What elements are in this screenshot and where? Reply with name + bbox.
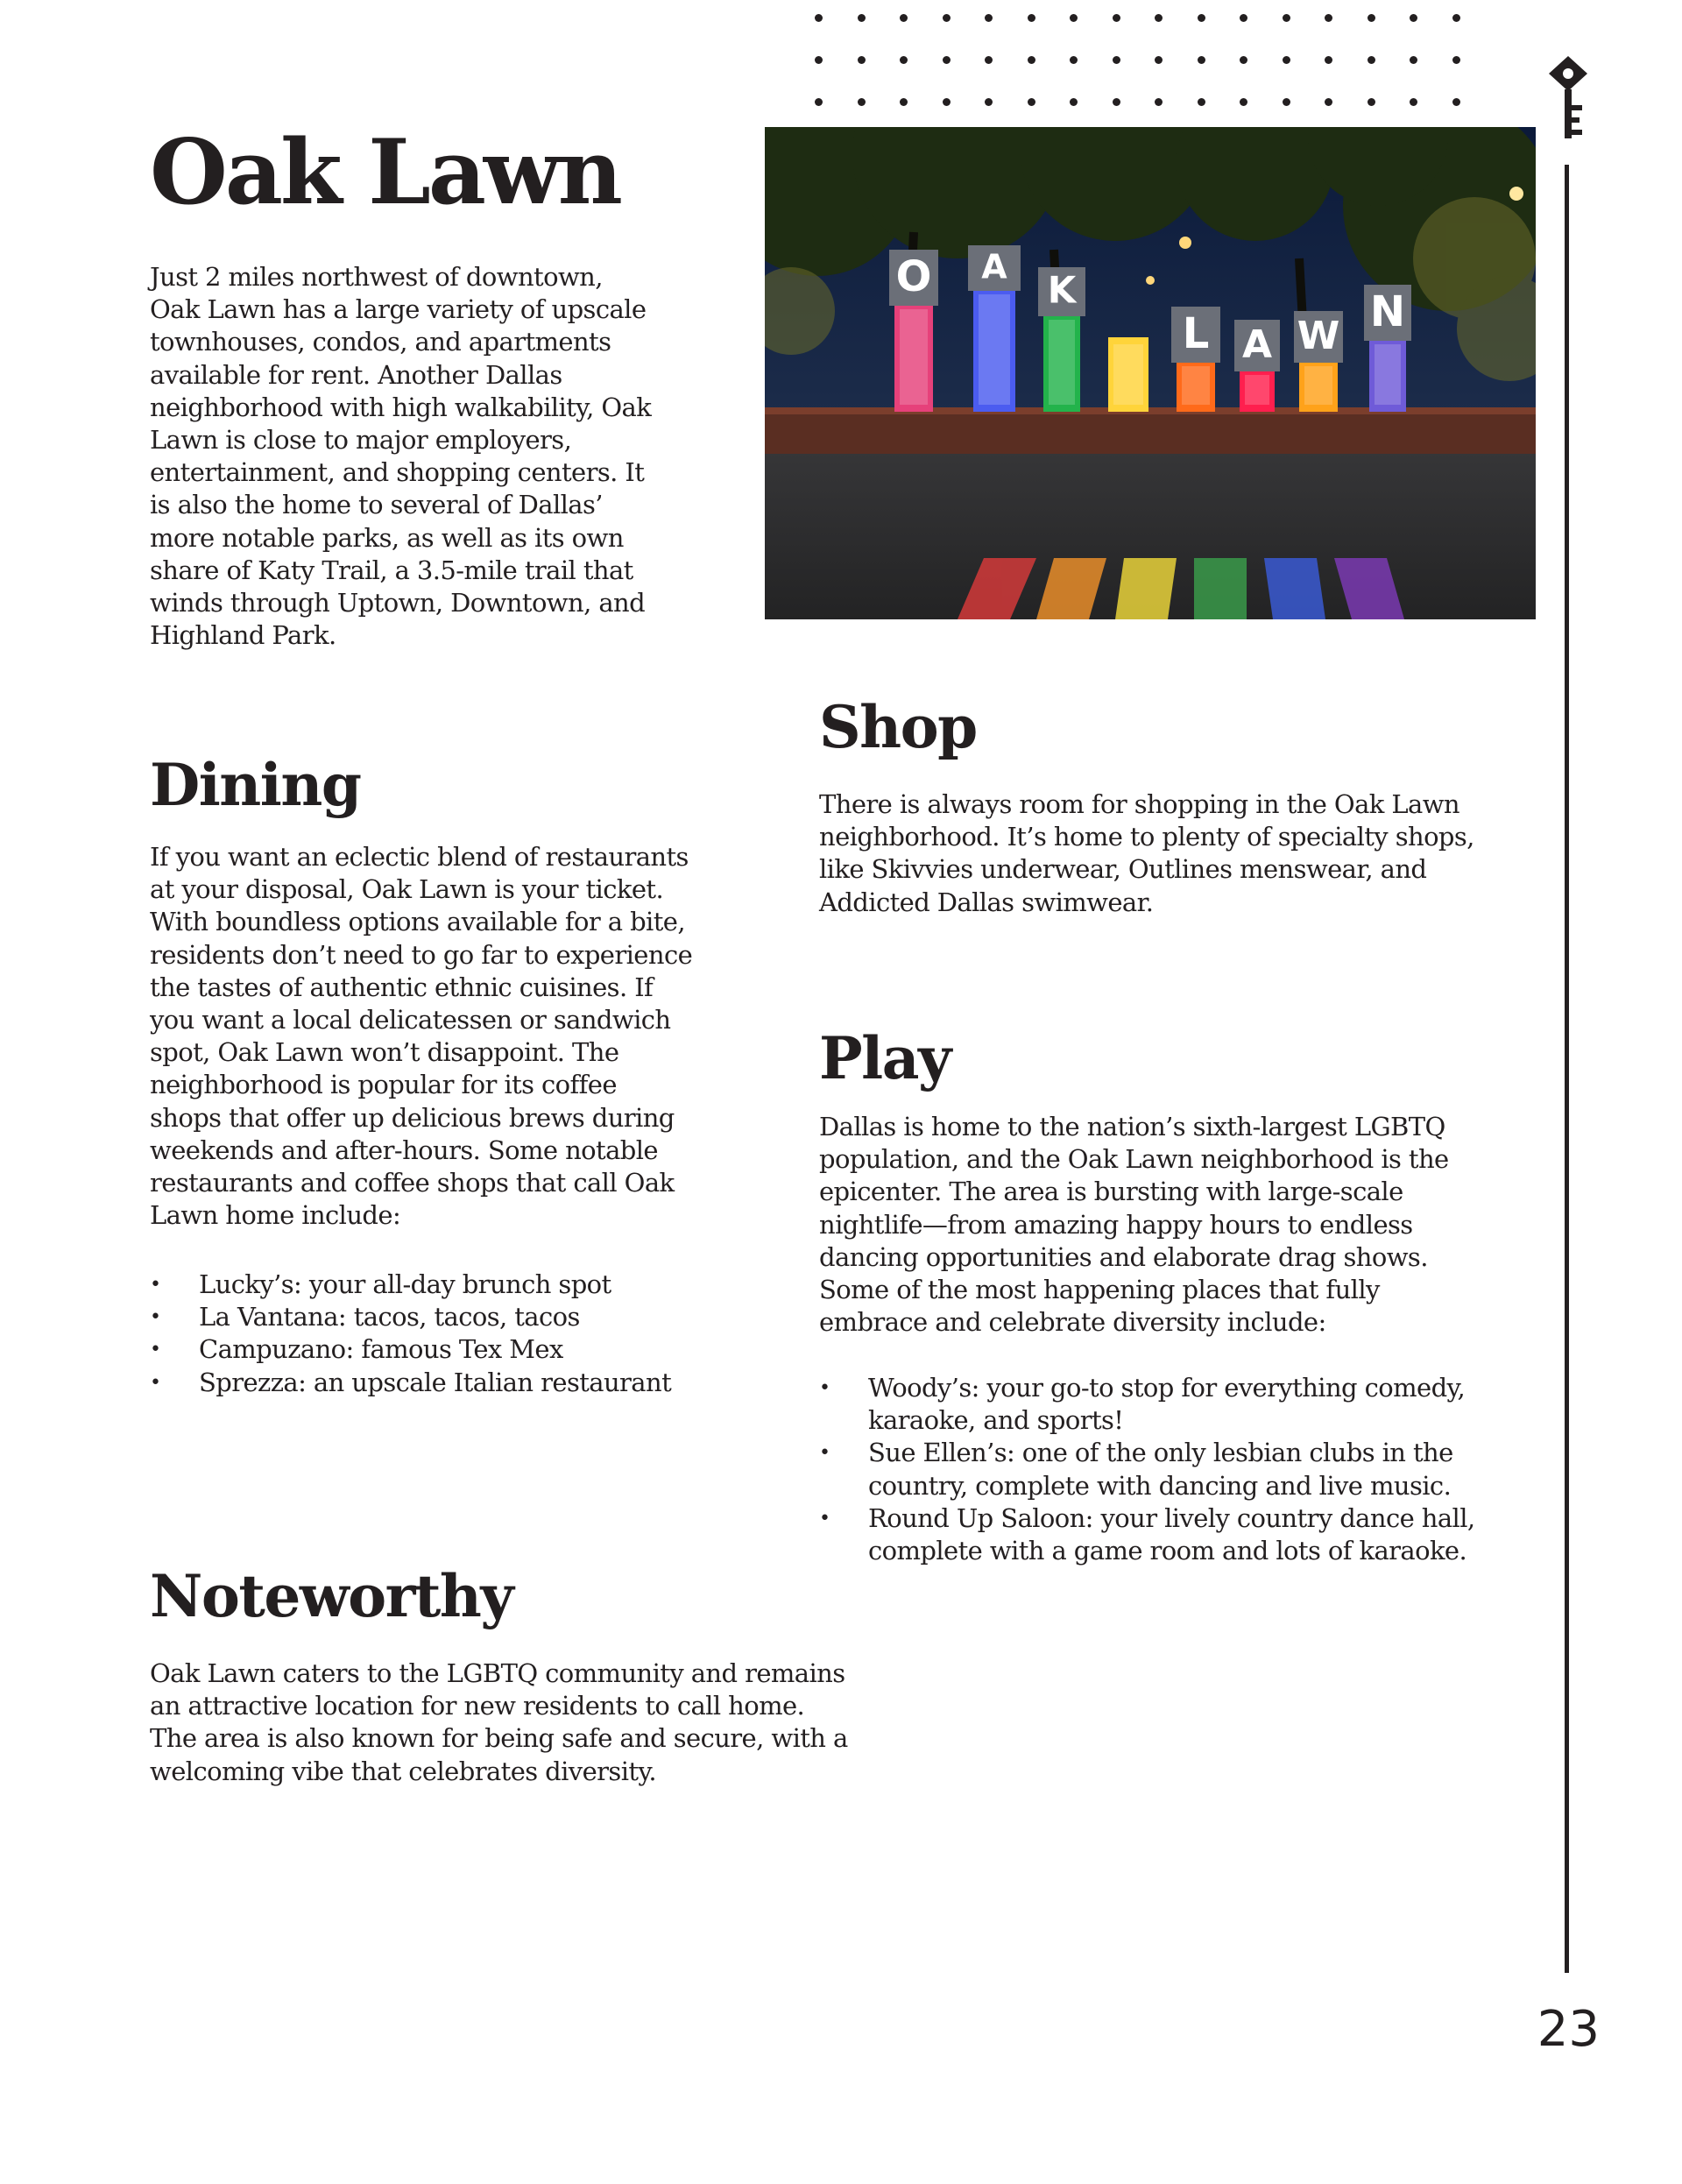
decorative-dot: [1240, 56, 1247, 64]
decorative-dot: [985, 14, 993, 22]
decorative-dot: [1155, 56, 1163, 64]
decorative-dot: [815, 98, 823, 106]
sign-letter: A: [1241, 322, 1273, 367]
list-item: • La Vantana: tacos, tacos, tacos: [150, 1301, 710, 1333]
decorative-dot: [1283, 14, 1290, 22]
decorative-dot: [1240, 98, 1247, 106]
shop-heading: Shop: [819, 693, 977, 761]
decorative-dot: [900, 98, 908, 106]
dining-list: [150, 1269, 710, 1399]
dot-grid-decoration: [815, 14, 1481, 119]
decorative-dot: [1070, 98, 1078, 106]
decorative-dot: [1283, 98, 1290, 106]
decorative-dot: [815, 56, 823, 64]
list-item: • Round Up Saloon: your lively country dance hall, complete with a game room and lots of karaoke.: [819, 1502, 1485, 1567]
decorative-dot: [1028, 98, 1035, 106]
decorative-dot: [1028, 14, 1035, 22]
list-item: • Sue Ellen’s: one of the only lesbian clubs in the country, complete with dancing and live music.: [819, 1437, 1485, 1502]
decorative-dot: [900, 56, 908, 64]
decorative-dot: [1368, 98, 1375, 106]
decorative-dot: [815, 14, 823, 22]
sign-letter: L: [1182, 308, 1210, 358]
list-item: • Sprezza: an upscale Italian restaurant: [150, 1367, 710, 1399]
decorative-dot: [1070, 56, 1078, 64]
decorative-dot: [1240, 14, 1247, 22]
decorative-dot: [858, 14, 866, 22]
page-title: Oak Lawn: [150, 120, 620, 225]
decorative-dot: [1325, 56, 1332, 64]
dining-paragraph: If you want an eclectic blend of restaurants at your disposal, Oak Lawn is your ticket. With boundless options available for a bite, residents don’t need to go far to experience the tastes of authentic ethnic cuisines. If you want a local delicatessen or sandwich spot, Oak Lawn won’t disappoint. The neighborhood is popular for its coffee shops that offer up delicious brews during weekends and after-hours. Some notable restaurants and coffee shops that call Oak Lawn home include:: [150, 842, 693, 1231]
dining-heading: Dining: [150, 751, 361, 819]
decorative-dot: [943, 56, 951, 64]
decorative-dot: [1198, 98, 1205, 106]
decorative-dot: [1155, 14, 1163, 22]
oak-lawn-sign-photo: [765, 127, 1536, 619]
sign-letter: O: [895, 251, 932, 301]
decorative-dot: [1070, 14, 1078, 22]
decorative-dot: [1283, 56, 1290, 64]
sign-letter: K: [1047, 268, 1077, 312]
play-heading: Play: [819, 1024, 951, 1092]
decorative-dot: [1113, 56, 1120, 64]
decorative-dot: [1452, 98, 1460, 106]
list-item: • Lucky’s: your all-day brunch spot: [150, 1269, 710, 1301]
sign-letter: A: [981, 247, 1007, 286]
decorative-dot: [1452, 56, 1460, 64]
decorative-dot: [1198, 56, 1205, 64]
noteworthy-paragraph: Oak Lawn caters to the LGBTQ community and remains an attractive location for new residents to call home. The area is also known for being safe and secure, with a welcoming vibe that celebrates diversity.: [150, 1658, 848, 1786]
page-number: 23: [1537, 2001, 1600, 2058]
decorative-dot: [1198, 14, 1205, 22]
intro-paragraph: Just 2 miles northwest of downtown, Oak Lawn has a large variety of upscale townhouses, condos, and apartments available for rent. Another Dallas neighborhood with high walkability, Oak Lawn is close to major employers, entertainment, and shopping centers. It is also the home to several of Dallas’ more notable parks, as well as its own share of Katy Trail, a 3.5-mile trail that winds through Uptown, Downtown, and Highland Park.: [150, 262, 652, 651]
decorative-dot: [1113, 98, 1120, 106]
decorative-dot: [1028, 56, 1035, 64]
decorative-dot: [1410, 14, 1417, 22]
decorative-dot: [985, 56, 993, 64]
decorative-dot: [943, 14, 951, 22]
sign-letter: W: [1297, 313, 1340, 358]
vertical-rule: [1565, 165, 1569, 1973]
decorative-dot: [1410, 56, 1417, 64]
play-list: [819, 1372, 1485, 1567]
decorative-dot: [1410, 98, 1417, 106]
list-item: • Woody’s: your go-to stop for everything comedy, karaoke, and sports!: [819, 1372, 1485, 1437]
decorative-dot: [900, 14, 908, 22]
decorative-dot: [1113, 14, 1120, 22]
key-icon: [1544, 54, 1593, 142]
decorative-dot: [1368, 14, 1375, 22]
decorative-dot: [858, 98, 866, 106]
decorative-dot: [985, 98, 993, 106]
sign-letter: N: [1369, 286, 1406, 336]
decorative-dot: [1368, 56, 1375, 64]
decorative-dot: [1452, 14, 1460, 22]
play-paragraph: Dallas is home to the nation’s sixth-largest LGBTQ population, and the Oak Lawn neighborhood is the epicenter. The area is bursting with large-scale nightlife—from amazing happy hours to endless dancing opportunities and elaborate drag shows. Some of the most happening places that fully embrace and celebrate diversity include:: [819, 1112, 1449, 1338]
list-item: • Campuzano: famous Tex Mex: [150, 1333, 710, 1366]
decorative-dot: [1325, 98, 1332, 106]
decorative-dot: [1155, 98, 1163, 106]
shop-paragraph: There is always room for shopping in the Oak Lawn neighborhood. It’s home to plenty of specialty shops, like Skivvies underwear, Outlines menswear, and Addicted Dallas swimwear.: [819, 789, 1474, 917]
decorative-dot: [858, 56, 866, 64]
decorative-dot: [1325, 14, 1332, 22]
decorative-dot: [943, 98, 951, 106]
noteworthy-heading: Noteworthy: [150, 1562, 513, 1630]
